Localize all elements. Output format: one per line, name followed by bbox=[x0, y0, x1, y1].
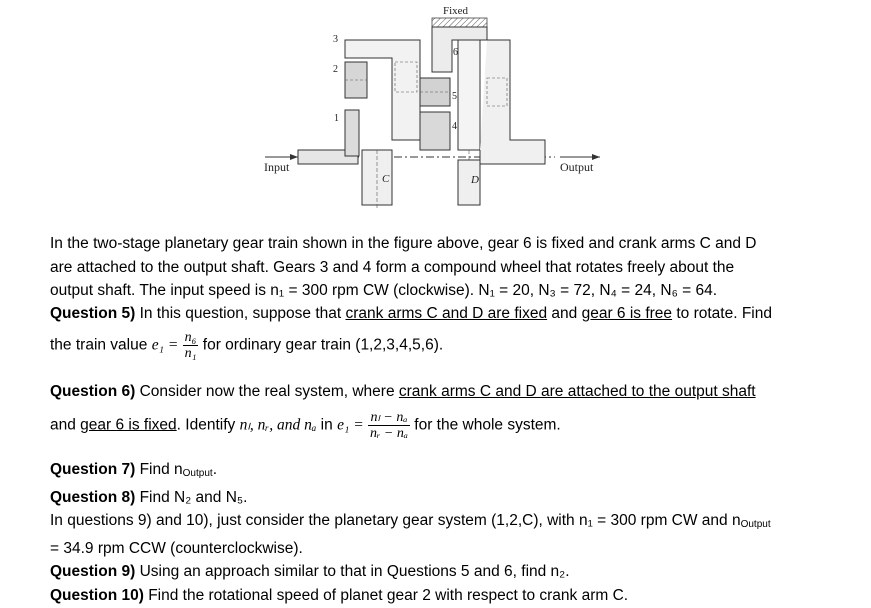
gear-5-label: 5 bbox=[452, 91, 457, 102]
gear-train-figure bbox=[0, 0, 871, 215]
intro-paragraph bbox=[50, 232, 860, 303]
gear-1-label: 1 bbox=[334, 113, 339, 124]
q5-e-symbol: e₁ = bbox=[151, 336, 179, 354]
q6-underline-gear6: gear 6 is fixed bbox=[80, 416, 177, 434]
gear-1 bbox=[345, 110, 359, 156]
fixed-label: Fixed bbox=[443, 5, 469, 17]
fixed-ground bbox=[432, 18, 487, 27]
gear-3-label: 3 bbox=[333, 34, 338, 45]
intro-line-1: In the two-stage planetary gear train shown in the figure above, gear 6 is fixed and crank arms C and D bbox=[50, 235, 757, 252]
question-6: Question 6) Consider now the real system, where crank arms C and D are attached to the output shaft and gear 6 is fixed. Identify nₗ, nᵣ, and nₐ in e₁ = $\frac{\text{nₗ − nₐ}}{\text{nᵣ − nₐ}}$ for the whole system. bbox=[50, 383, 756, 441]
q6-fraction: $\frac{\text{nₗ − nₐ}}{\text{nᵣ − nₐ}}$ bbox=[369, 409, 408, 441]
input-label: Input bbox=[264, 160, 290, 174]
crank-arm-d bbox=[458, 40, 480, 150]
gear-4-label: 4 bbox=[452, 121, 457, 132]
arm-d-label: D bbox=[471, 174, 479, 186]
q5-underline-arms: crank arms C and D are fixed bbox=[345, 305, 548, 322]
arm-c-label: C bbox=[382, 173, 390, 185]
gear-4 bbox=[420, 112, 450, 150]
note-line-1: In questions 9) and 10), just consider the planetary gear system (1,2,C), with n₁ = 300 rpm CW and nOutput bbox=[50, 512, 771, 530]
note-line-2: = 34.9 rpm CCW (counterclockwise). bbox=[50, 539, 303, 557]
q6-underline-arms: crank arms C and D are attached to the output shaft bbox=[398, 383, 756, 400]
gear-2-label: 2 bbox=[333, 64, 338, 75]
q5-fraction: $\frac{\text{n₆}}{\text{n₁}}$ bbox=[184, 329, 197, 361]
q6-vars: nₗ, nᵣ, and nₐ bbox=[239, 416, 317, 434]
q5-underline-gear6: gear 6 is free bbox=[581, 305, 673, 322]
questions-7-10 bbox=[50, 458, 860, 607]
intro-line-2: are attached to the output shaft. Gears 3 and 4 form a compound wheel that rotates freely about the bbox=[50, 258, 735, 276]
question-8: Question 8) Find N₂ and N₅. bbox=[50, 488, 248, 506]
intro-line-3: output shaft. The input speed is n₁ = 300 rpm CW (clockwise). N₁ = 20, N₃ = 72, N₄ = 24, N₆ = 64. bbox=[50, 282, 718, 299]
question-10: Question 10) Find the rotational speed of planet gear 2 with respect to crank arm C. bbox=[50, 586, 629, 604]
q5-label: Question 5) bbox=[50, 305, 136, 322]
question-5: Question 5) In this question, suppose that crank arms C and D are fixed and gear 6 is free to rotate. Find the train value e₁ = $\frac{\text{n₆}}{\text{n₁}}$ for ordinary gear train (1,2,3,4,5,6). bbox=[50, 305, 772, 361]
q6-label: Question 6) bbox=[50, 383, 136, 400]
question-7: Question 7) Find nOutput. bbox=[50, 461, 217, 479]
gear-6-label: 6 bbox=[453, 47, 458, 58]
output-label: Output bbox=[560, 160, 594, 174]
question-9: Question 9) Using an approach similar to that in Questions 5 and 6, find n₂. bbox=[50, 563, 570, 580]
